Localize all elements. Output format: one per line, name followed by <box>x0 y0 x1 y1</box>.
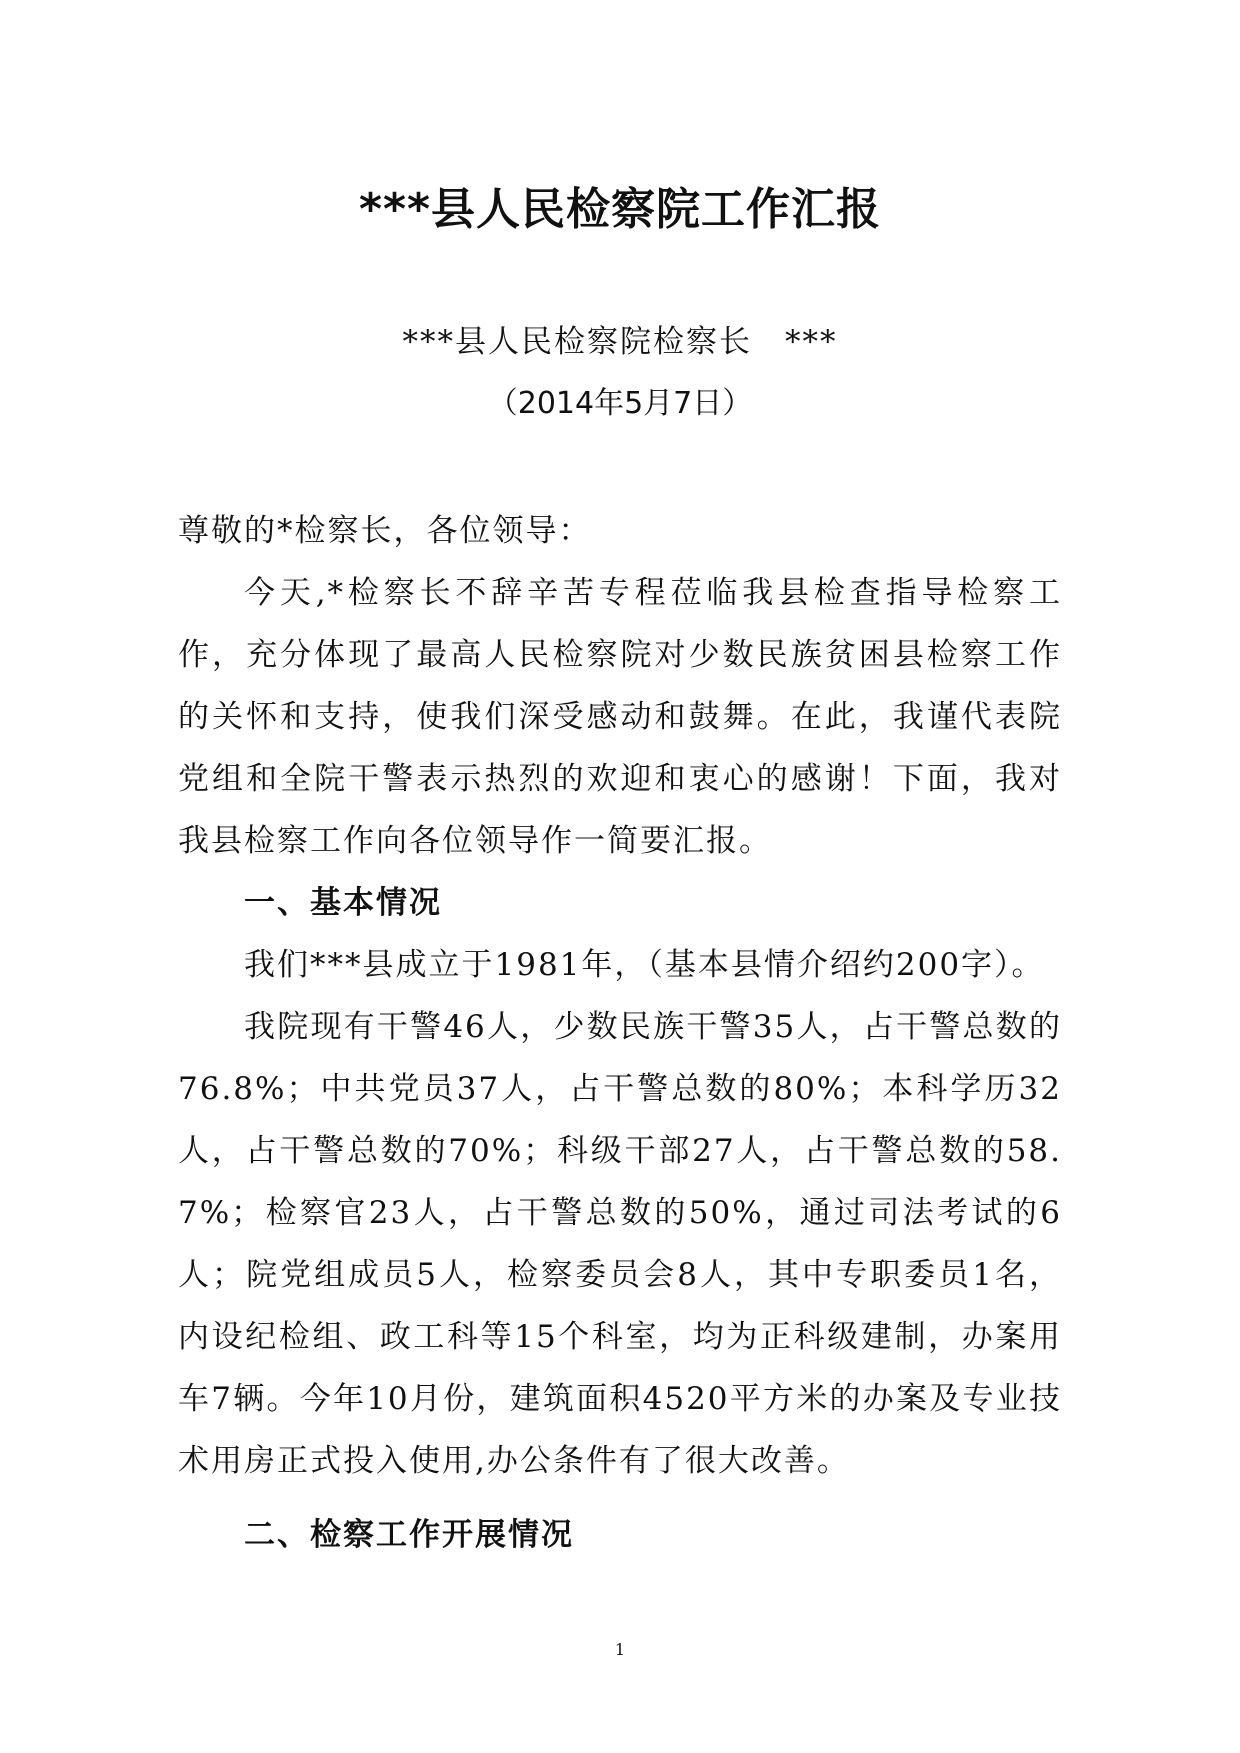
page-number: 1 <box>614 1640 626 1659</box>
document-title: ***县人民检察院工作汇报 <box>358 184 882 235</box>
date-line: （2014年5月7日） <box>487 386 753 421</box>
author-line: ***县人民检察院检察长 *** <box>402 324 838 360</box>
salutation: 尊敬的*检察长，各位领导： <box>178 513 592 549</box>
section1-paragraph-1: 我们***县成立于1981年，（基本县情介绍约200字）。 <box>244 947 1045 983</box>
section1-paragraph-2: 我院现有干警46人，少数民族干警35人，占干警总数的76.8%；中共党员37人，占干警总数的80%；本科学历32人，占干警总数的70%；科级干部27人，占干警总数的58.7%；检察官23人，占干警总数的50%，通过司法考试的6人；院党组成员5人，检察委员会8人，其中专职委员1名，内设纪检组、政工科等15个科室，均为正科级建制，办案用车7辆。今年10月份，建筑面积4520平方米的办案及专业技术用房正式投入使用,办公条件有了很大改善。 <box>178 1009 1062 1479</box>
section-gap <box>178 1492 1062 1504</box>
document-body <box>178 500 1062 1566</box>
section-heading-basic-situation: 一、基本情况 <box>244 885 442 921</box>
section-heading-work-progress: 二、检察工作开展情况 <box>244 1517 574 1553</box>
intro-paragraph: 今天,*检察长不辞辛苦专程莅临我县检查指导检察工作，充分体现了最高人民检察院对少数民族贫困县检察工作的关怀和支持，使我们深受感动和鼓舞。在此，我谨代表院党组和全院干警表示热烈的欢迎和衷心的感谢！下面，我对我县检察工作向各位领导作一简要汇报。 <box>178 575 1062 859</box>
